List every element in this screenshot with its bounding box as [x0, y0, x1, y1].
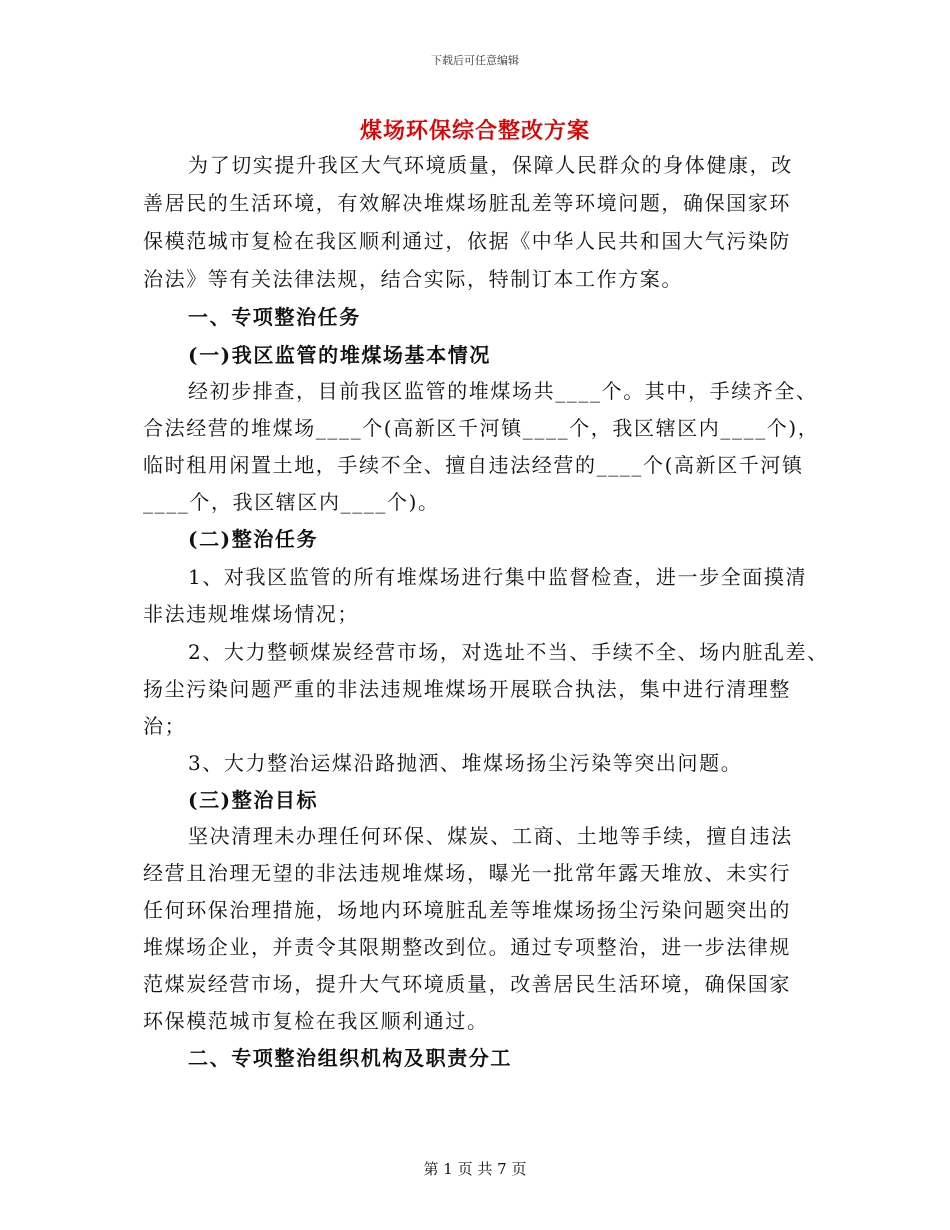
section-heading: 二、专项整治组织机构及职责分工 [188, 1046, 512, 1070]
list-item: 1、对我区监管的所有堆煤场进行集中监督检查，进一步全面摸清 [188, 565, 808, 589]
subsection-heading: (一)我区监管的堆煤场基本情况 [188, 343, 491, 367]
paragraph-line: 合法经营的堆煤场____个(高新区千河镇____个，我区辖区内____个)， [143, 416, 820, 440]
paragraph-line: 临时租用闲置土地，手续不全、擅自违法经营的____个(高新区千河镇 [143, 453, 804, 477]
paragraph-line: 治法》等有关法律法规，结合实际，特制订本工作方案。 [143, 267, 683, 291]
paragraph-line: 范煤炭经营市场，提升大气环境质量，改善居民生活环境，确保国家 [143, 972, 791, 996]
list-item-continuation: 治； [143, 714, 187, 738]
list-item-continuation: 扬尘污染问题严重的非法违规堆煤场开展联合执法，集中进行清理整 [143, 677, 791, 701]
paragraph-line: 堆煤场企业，并责令其限期整改到位。通过专项整治，进一步法律规 [143, 935, 791, 959]
section-heading: 一、专项整治任务 [188, 305, 361, 329]
list-item-continuation: 非法违规堆煤场情况； [143, 602, 359, 626]
list-item: 2、大力整顿煤炭经营市场，对选址不当、手续不全、场内脏乱差、 [188, 640, 829, 664]
paragraph-line: 为了切实提升我区大气环境质量，保障人民群众的身体健康，改 [188, 153, 793, 177]
paragraph-line: 环保模范城市复检在我区顺利通过。 [143, 1009, 489, 1033]
paragraph-line: 保模范城市复检在我区顺利通过，依据《中华人民共和国大气污染防 [143, 229, 791, 253]
paragraph-line: 善居民的生活环境，有效解决堆煤场脏乱差等环境问题，确保国家环 [143, 191, 791, 215]
paragraph-line: 坚决清理未办理任何环保、煤炭、工商、土地等手续，擅自违法 [188, 824, 793, 848]
list-item: 3、大力整治运煤沿路抛洒、堆煤场扬尘污染等突出问题。 [188, 751, 743, 775]
paragraph-line: 任何环保治理措施，场地内环境脏乱差等堆煤场扬尘污染问题突出的 [143, 898, 791, 922]
paragraph-line: ____个，我区辖区内____个)。 [143, 490, 440, 514]
paragraph-line: 经营且治理无望的非法违规堆煤场，曝光一批常年露天堆放、未实行 [143, 861, 791, 885]
paragraph-line: 经初步排查，目前我区监管的堆煤场共____个。其中，手续齐全、 [188, 379, 818, 403]
page-footer: 第 1 页 共 7 页 [423, 1160, 527, 1178]
header-note: 下载后可任意编辑 [431, 54, 519, 67]
subsection-heading: (二)整治任务 [188, 527, 319, 551]
subsection-heading: (三)整治目标 [188, 788, 319, 812]
document-title: 煤场环保综合整改方案 [359, 118, 590, 144]
